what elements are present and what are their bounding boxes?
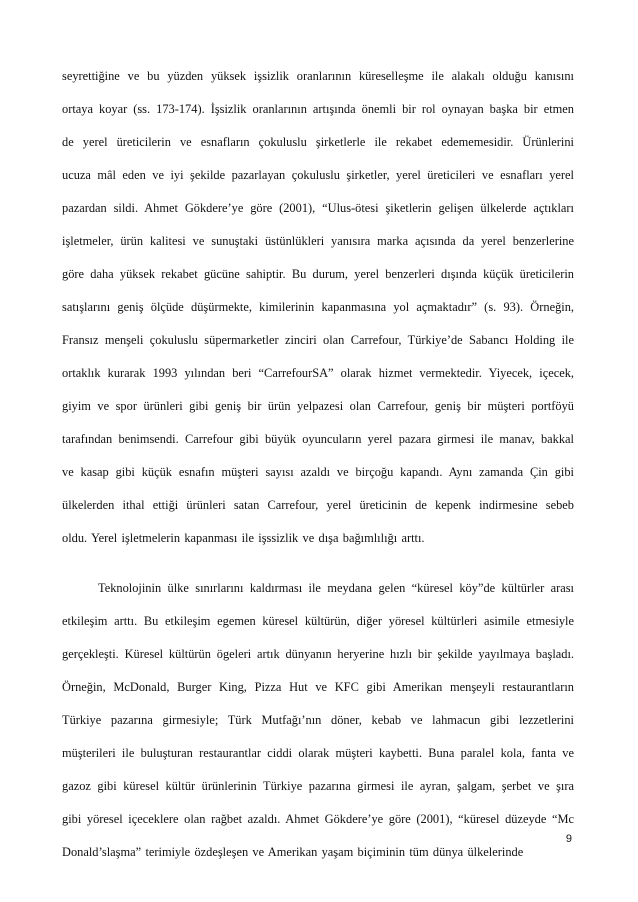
paragraph-1-line-1: seyrettiğine ve bu yüzden yüksek işsizlik oranlarının küreselleşme ile alakalı olduğu kanısını <box>62 69 574 83</box>
paragraph-2-line-8: gibi yöresel içeceklere olan rağbet azaldı. Ahmet Gökdere’ye göre (2001), “küresel düzeyde “Mc <box>62 812 574 826</box>
paragraph-1-line-2: ortaya koyar (ss. 173-174). İşsizlik oranlarının artışında önemli bir rol oynayan başka bir etmen <box>62 102 574 116</box>
paragraph-1-line-3: de yerel üreticilerin ve esnafların çokuluslu şirketlerle ile rekabet edememesidir. Ürünlerini <box>62 135 574 149</box>
paragraph-1-line-15: oldu. Yerel işletmelerin kapanması ile işssizlik ve dışa bağımlılığı arttı. <box>62 531 425 545</box>
paragraph-1-line-7: göre daha yüksek rekabet gücüne sahiptir. Bu durum, yerel benzerleri dışında küçük üreticilerin <box>62 267 574 281</box>
paragraph-2-line-9: Donald’slaşma” terimiyle özdeşleşen ve Amerikan yaşam biçiminin tüm dünya ülkelerinde <box>62 845 524 859</box>
paragraph-1-line-13: ve kasap gibi küçük esnafın müşteri sayısı azaldı ve birçoğu kapandı. Aynı zamanda Çin gibi <box>62 465 574 479</box>
paragraph-1-line-9: Fransız menşeli çokuluslu süpermarketler zinciri olan Carrefour, Türkiye’de Sabancı Holding ile <box>62 333 574 347</box>
paragraph-1-line-14: ülkelerden ithal ettiği ürünleri satan Carrefour, yerel üreticinin de kepenk indirmesine sebeb <box>62 498 574 512</box>
paragraph-1-line-6: işletmeler, ürün kalitesi ve sunuştaki üstünlükleri yanısıra marka açısında da yerel benzerlerine <box>62 234 574 248</box>
page-number: 9 <box>565 833 572 845</box>
paragraph-1-line-10: ortaklık kurarak 1993 yılından beri “CarrefourSA” olarak hizmet vermektedir. Yiyecek, içecek, <box>62 366 574 380</box>
paragraph-1-line-5: pazardan sildi. Ahmet Gökdere’ye göre (2001), “Ulus-ötesi şiketlerin gelişen ülkelerde açtıkları <box>62 201 574 215</box>
paragraph-2-line-3: gerçekleşti. Küresel kültürün ögeleri artık dünyanın heryerine hızlı bir şekilde yayılmaya başladı. <box>62 647 574 661</box>
paragraph-2-line-5: Türkiye pazarına girmesiyle; Türk Mutfağı’nın döner, kebab ve lahmacun gibi lezzetlerini <box>62 713 574 727</box>
paragraph-1-line-12: tarafından benimsendi. Carrefour gibi büyük oyuncuların yerel pazara girmesi ile manav, bakkal <box>62 432 574 446</box>
paragraph-1-line-11: giyim ve spor ürünleri gibi geniş bir ürün yelpazesi olan Carrefour, geniş bir müşteri portföyü <box>62 399 574 413</box>
paragraph-2-line-2: etkileşim arttı. Bu etkileşim egemen küresel kültürün, diğer yöresel kültürleri asimile etmesiyle <box>62 614 574 628</box>
paragraph-1-line-4: ucuza mâl eden ve iyi şekilde pazarlayan çokuluslu şirketler, yerel üreticileri ve esnafları yerel <box>62 168 574 182</box>
paragraph-2-line-7: gazoz gibi küresel kültür ürünlerinin Türkiye pazarına girmesi ile ayran, şalgam, şerbet ve şıra <box>62 779 574 793</box>
paragraph-2-line-6: müşterileri ile buluşturan restaurantlar ciddi olarak müşteri kaybetti. Buna paralel kola, fanta ve <box>62 746 574 760</box>
paragraph-2-line-1: Teknolojinin ülke sınırlarını kaldırması ile meydana gelen “küresel köy”de kültürler arası <box>98 581 574 595</box>
paragraph-2-line-4: Örneğin, McDonald, Burger King, Pizza Hut ve KFC gibi Amerikan menşeyli restaurantların <box>62 680 574 694</box>
paragraph-1-line-8: satışlarını geniş ölçüde düşürmekte, kimilerinin kapanmasına yol açmaktadır” (s. 93). Örneğin, <box>62 300 574 314</box>
